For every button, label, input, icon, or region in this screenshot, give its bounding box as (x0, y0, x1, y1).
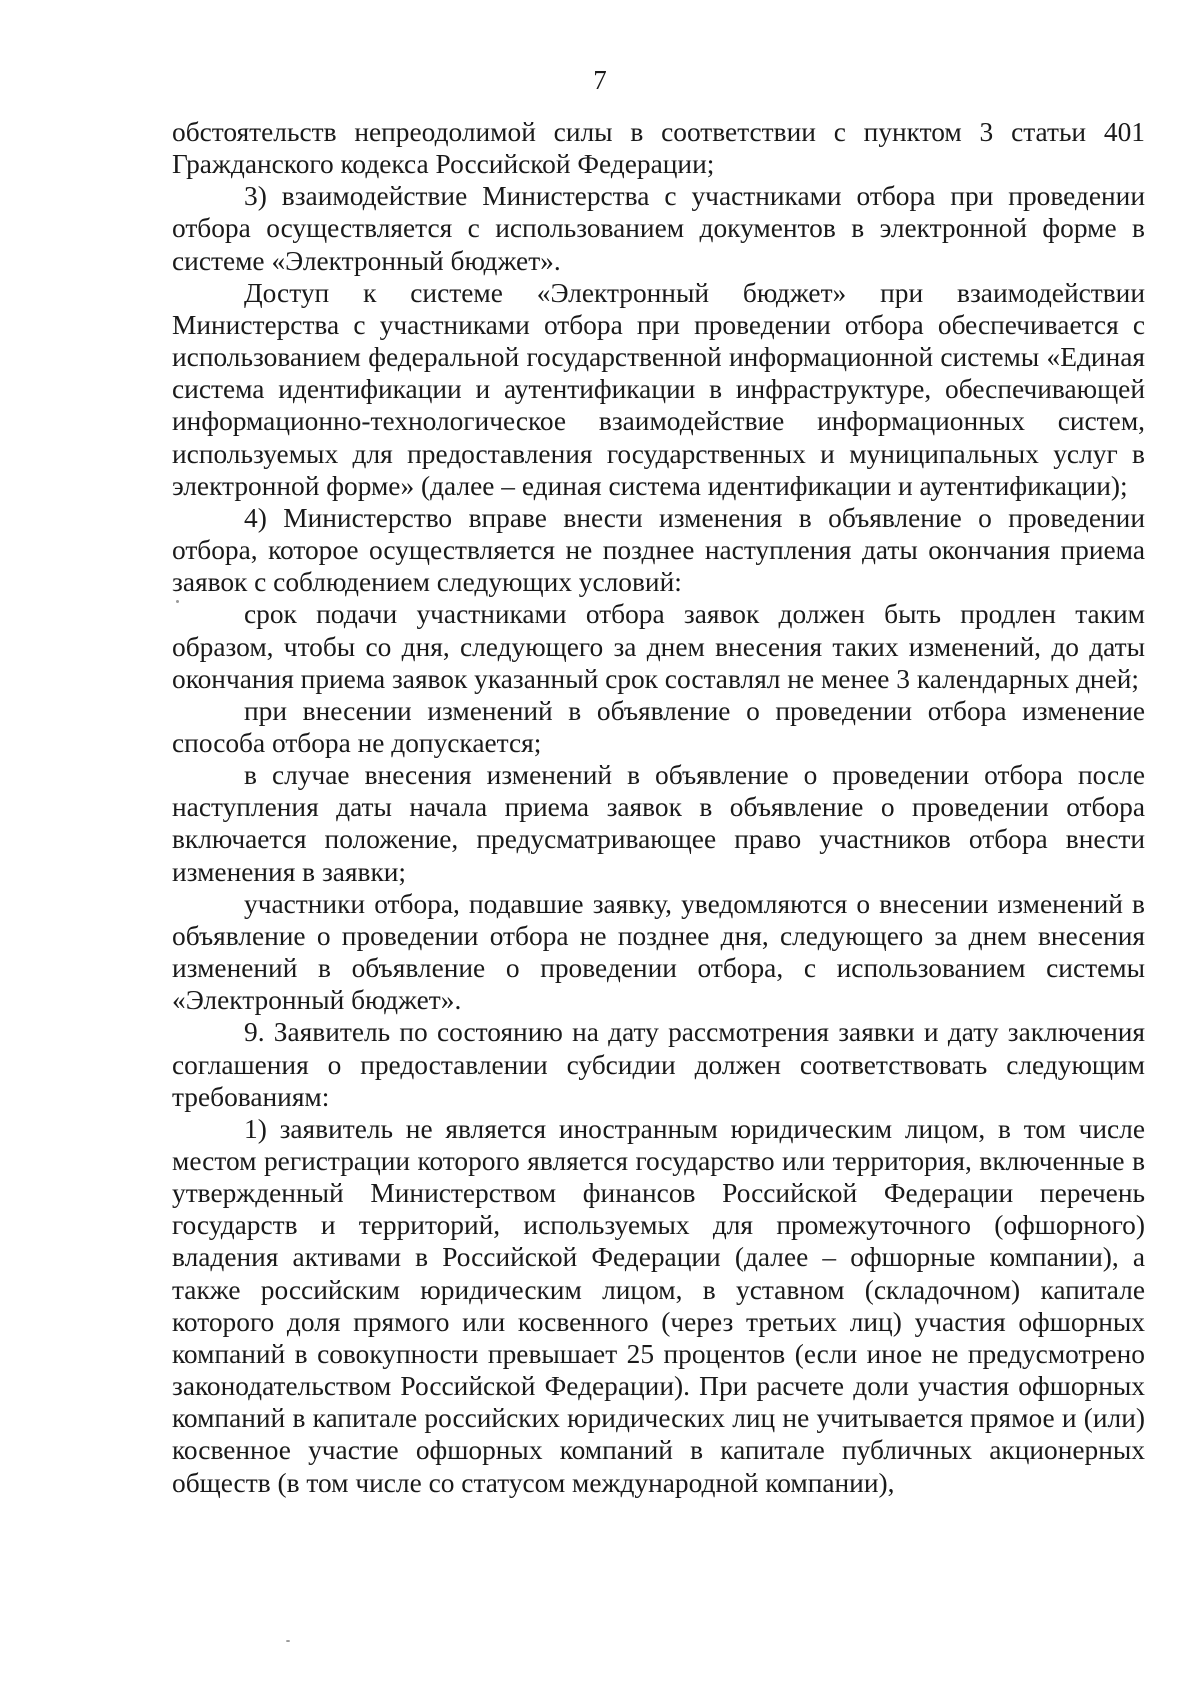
scan-speck (286, 1640, 290, 1642)
scan-speck (176, 600, 179, 603)
paragraph-method-change: при внесении изменений в объявление о проведении отбора изменение способа отбора не допускается; (172, 695, 1145, 758)
paragraph-system-access: Доступ к системе «Электронный бюджет» при взаимодействии Министерства с участниками отбора при проведении отбора обеспечивается с использованием федеральной государственной информационной системы «Единая система идентификации и аутентификации в инфраструктуре, обеспечивающей информационно-технологическое взаимодействие информационных систем, используемых для предоставления государственных и муниципальных услуг в электронной форме» (далее – единая система идентификации и аутентификации); (172, 277, 1145, 501)
paragraph-item-3-electronic-interaction: 3) взаимодействие Министерства с участниками отбора при проведении отбора осуществляется с использованием документов в электронной форме в системе «Электронный бюджет». (172, 181, 1145, 276)
page-number: 7 (593, 65, 607, 95)
paragraph-requirement-1-offshore: 1) заявитель не является иностранным юридическим лицом, в том числе местом регистрации которого является государство или территория, включенные в утвержденный Министерством финансов Российской Федерации перечень государств и территорий, используемых для промежуточного (офшорного) владения активами в Российской Федерации (далее – офшорные компании), а также российским юридическим лицом, в уставном (складочном) капитале которого доля прямого или косвенного (через третьих лиц) участия офшорных компаний в совокупности превышает 25 процентов (если иное не предусмотрено законодательством Российской Федерации). При расчете доли участия офшорных компаний в капитале российских юридических лиц не учитывается прямое и (или) косвенное участие офшорных компаний в капитале публичных акционерных обществ (в том числе со статусом международной компании), (172, 1113, 1145, 1498)
paragraph-participant-notification: участники отбора, подавшие заявку, уведомляются о внесении изменений в объявление о проведении отбора не позднее дня, следующего за днем внесения изменений в объявление о проведении отбора, с использованием системы «Электронный бюджет». (172, 888, 1145, 1016)
paragraph-force-majeure: обстоятельств непреодолимой силы в соответствии с пунктом 3 статьи 401 Гражданского кодекса Российской Федерации; (172, 117, 1145, 180)
paragraph-deadline-extension: срок подачи участниками отбора заявок должен быть продлен таким образом, чтобы со дня, следующего за днем внесения таких изменений, до даты окончания приема заявок указанный срок составлял не менее 3 календарных дней; (172, 599, 1145, 694)
paragraph-section-9-requirements: 9. Заявитель по состоянию на дату рассмотрения заявки и дату заключения соглашения о предоставлении субсидии должен соответствовать следующим требованиям: (172, 1017, 1145, 1112)
document-body (172, 116, 1145, 1499)
paragraph-application-changes: в случае внесения изменений в объявление о проведении отбора после наступления даты начала приема заявок в объявление о проведении отбора включается положение, предусматривающее право участников отбора внести изменения в заявки; (172, 760, 1145, 887)
paragraph-item-4-announcement-changes: 4) Министерство вправе внести изменения в объявление о проведении отбора, которое осуществляется не позднее наступления даты окончания приема заявок с соблюдением следующих условий: (172, 502, 1145, 598)
